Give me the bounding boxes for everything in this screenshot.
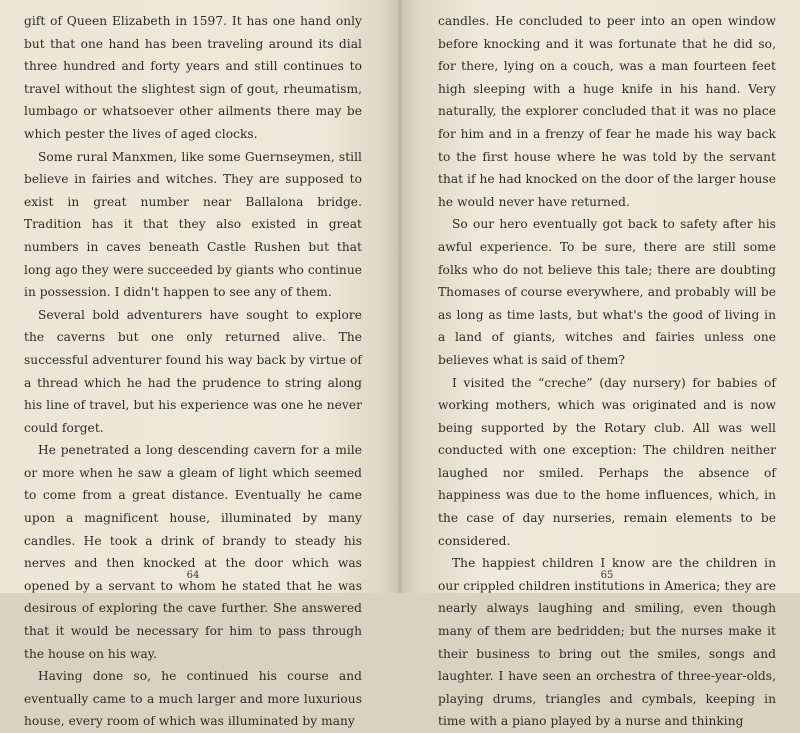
right-page bbox=[400, 0, 800, 729]
left-paragraph-4: He penetrated a long descending cavern for a mile or more when he saw a gleam of light which seemed to come from a great distance. Eventually he came upon a magnificent house, illuminated by many candles. He took a drink of brandy to steady his nerves and then knocked at the door which was opened by a servant to whom he stated that he was desirous of exploring the cave further. She answered that it would be necessary for him to pass through the house on his way. bbox=[24, 443, 362, 661]
right-paragraph-4: The happiest children I know are the children in our crippled children institutions in America; they are nearly always laughing and smiling, even though many of them are bedridden; but the nurses make it their business to bring out the smiles, songs and laughter. I have seen an orchestra of three-year-olds, playing drums, triangles and cymbals, keeping in time with a piano played by a nurse and thinking bbox=[438, 556, 776, 729]
right-page-number: 65 bbox=[600, 570, 614, 581]
left-page-number: 64 bbox=[186, 570, 200, 581]
book-gutter bbox=[398, 0, 402, 593]
left-paragraph-2: Some rural Manxmen, like some Guernseymen, still believe in fairies and witches. They are supposed to exist in great number near Ballalona bridge. Tradition has it that they also existed in great numbers in caves beneath Castle Rushen but that long ago they were succeeded by giants who continue in possession. I didn't happen to see any of them. bbox=[24, 149, 362, 300]
left-paragraph-1: gift of Queen Elizabeth in 1597. It has one hand only but that one hand has been traveling around its dial three hundred and forty years and still continues to travel without the slightest sign of gout, rheumatism, lumbago or whatsoever other ailments there may be which pester the lives of aged clocks. bbox=[24, 14, 362, 141]
right-paragraph-1: candles. He concluded to peer into an open window before knocking and it was fortunate that he did so, for there, lying on a couch, was a man fourteen feet high sleeping with a huge knife in his hand. Very naturally, the explorer concluded that it was no place for him and in a frenzy of fear he made his way back to the first house where he was told by the servant that if he had knocked on the door of the larger house he would never have returned. bbox=[438, 14, 776, 209]
right-paragraph-3: I visited the “creche” (day nursery) for babies of working mothers, which was originated and is now being supported by the Rotary club. All was well conducted with one exception: The children neither laughed nor smiled. Perhaps the absence of happiness was due to the home influences, which, in the case of day nurseries, remain elements to be considered. bbox=[438, 375, 776, 548]
left-paragraph-5: Having done so, he continued his course and eventually came to a much larger and more luxurious house, every room of which was illuminated by many bbox=[24, 669, 362, 729]
right-paragraph-2: So our hero eventually got back to safety after his awful experience. To be sure, there are still some folks who do not believe this tale; there are doubting Thomases of course everywhere, and probably will be as long as time lasts, but what's the good of living in a land of giants, witches and fairies unless one believes what is said of them? bbox=[438, 217, 776, 367]
left-page bbox=[0, 0, 400, 729]
left-paragraph-3: Several bold adventurers have sought to explore the caverns but one only returned alive. The successful adventurer found his way back by virtue of a thread which he had the prudence to string along his line of travel, but his experience was one he never could forget. bbox=[24, 307, 362, 435]
